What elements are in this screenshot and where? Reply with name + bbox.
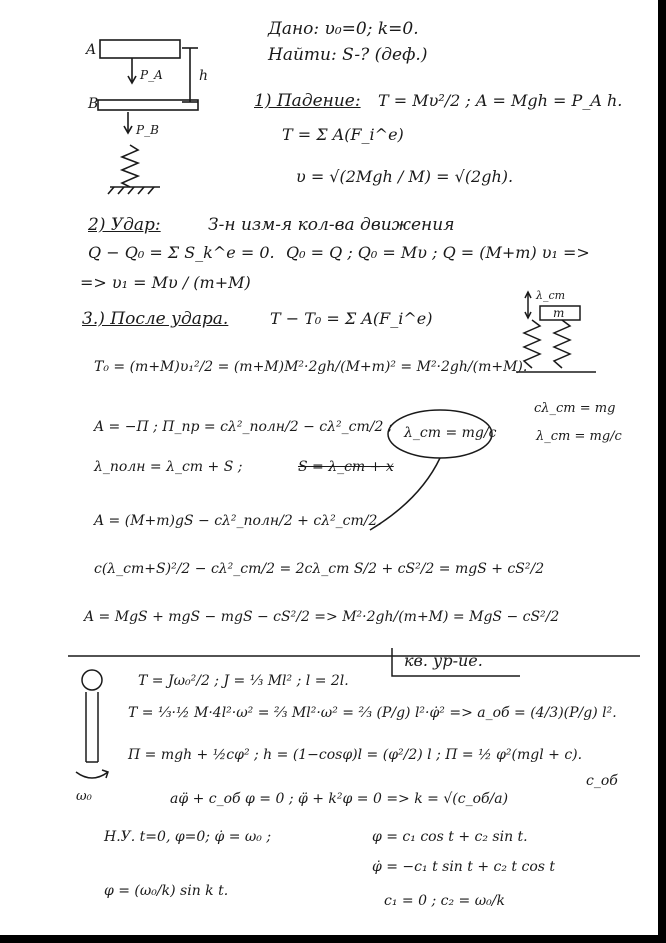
find-line: Найти: S-? (деф.) (268, 45, 428, 65)
label-b: B (88, 96, 99, 112)
spring-right (554, 320, 570, 368)
pivot (82, 670, 102, 690)
eq-lambda: λ_ст = mg/c (536, 429, 622, 444)
part4-formula-general: φ = c₁ cos t + c₂ sin t. (372, 829, 528, 845)
spring-top (122, 145, 138, 187)
label-mass-m: m (553, 306, 565, 320)
top-diagram (98, 40, 198, 194)
part4-formula-deriv: φ̇ = −c₁ t sin t + c₂ t cos t (372, 859, 556, 875)
label-h: h (199, 68, 209, 84)
eq-static: cλ_ст = mg (534, 401, 616, 416)
part4-formula-constants: c₁ = 0 ; c₂ = ω₀/k (384, 893, 505, 909)
part1-formula-theorem: T = Σ A(F_i^e) (282, 125, 404, 144)
part1-heading: 1) Падение: (254, 91, 361, 111)
part4-formula-t-expand: T = ⅓·½ M·4l²·ω² = ⅔ Ml²·ω² = ⅔ (P/g) l²·φ̇² => a_об = (4/3)(P/g) l². (128, 705, 617, 721)
part3-formula-t0: T₀ = (m+M)υ₁²/2 = (m+M)M²·2gh/(M+m)² = M²·2gh/(m+M). (94, 359, 528, 375)
part1-formula-energy: T = Mυ²/2 ; A = Mgh = P_A h. (378, 91, 623, 110)
omega-arc (76, 772, 108, 778)
label-pa: P_A (140, 68, 163, 82)
part4-formula-solution: φ = (ω₀/k) sin k t. (104, 883, 229, 899)
label-lambda-st: λ_ст (536, 289, 566, 302)
part2-formula-equal: Q₀ = Q ; Q₀ = Mυ ; Q = (M+m) υ₁ => (286, 243, 590, 262)
given-line: Дано: υ₀=0; k=0. (268, 19, 419, 39)
pendulum-diagram (76, 670, 108, 778)
scan-edge-right (658, 0, 666, 943)
part2-heading: 2) Удар: (88, 215, 161, 235)
part3-formula-expand: c(λ_ст+S)²/2 − cλ²_ст/2 = 2cλ_ст S/2 + cS²/2 = mgS + cS²/2 (94, 561, 545, 577)
part2-formula-v1: => υ₁ = Mυ / (m+M) (80, 273, 251, 292)
plate-a (100, 40, 180, 58)
part3-formula-a: A = (M+m)gS − cλ²_полн/2 + cλ²_ст/2. (94, 513, 382, 529)
scan-edge-bottom (0, 935, 666, 943)
part1-formula-velocity: υ = √(2Mgh / M) = √(2gh). (296, 167, 514, 186)
part3-formula-theorem: T − T₀ = Σ A(F_i^e) (270, 309, 433, 328)
spring-diagram-labels (534, 289, 623, 444)
part4-label-cob: c_об (586, 773, 618, 789)
part3-formula-lambda-full: λ_полн = λ_ст + S ; (94, 459, 243, 475)
part3-note-quadratic: кв. ур-ие. (404, 651, 483, 670)
part2-formula-momentum: Q − Q₀ = Σ S_k^e = 0. (88, 243, 275, 262)
label-pb: P_B (136, 123, 159, 137)
part4-formula-t: T = Jω₀²/2 ; J = ⅓ Ml² ; l = 2l. (138, 673, 349, 689)
part3-formula-final: A = MgS + mgS − mgS − cS²/2 => M²·2gh/(m+M) = MgS − cS²/2 (84, 609, 560, 625)
part3-heading: 3.) После удара. (82, 309, 229, 329)
part3-formula-struck: S = λ_ст + x (298, 459, 394, 475)
part2-heading-note: З-н изм-я кол-ва движения (208, 215, 455, 235)
spring-diagram (516, 292, 596, 372)
part4-formula-pi: Π = mgh + ½cφ² ; h = (1−cosφ)l = (φ²/2) l ; Π = ½ φ²(mgl + c). (128, 747, 583, 763)
label-w0: ω₀ (76, 789, 92, 804)
part4-formula-ic: Н.У. t=0, φ=0; φ̇ = ω₀ ; (104, 829, 272, 845)
part4-formula-eq: aφ̈ + c_об φ = 0 ; φ̈ + k²φ = 0 => k = √(c_об/a) (170, 791, 509, 807)
part3-formula-work: A = −Π ; Π_пр = cλ²_полн/2 − cλ²_ст/2 ; (94, 419, 393, 435)
part3-formula-lambda-box: λ_ст = mg/c (404, 425, 497, 441)
label-a: A (86, 42, 97, 58)
